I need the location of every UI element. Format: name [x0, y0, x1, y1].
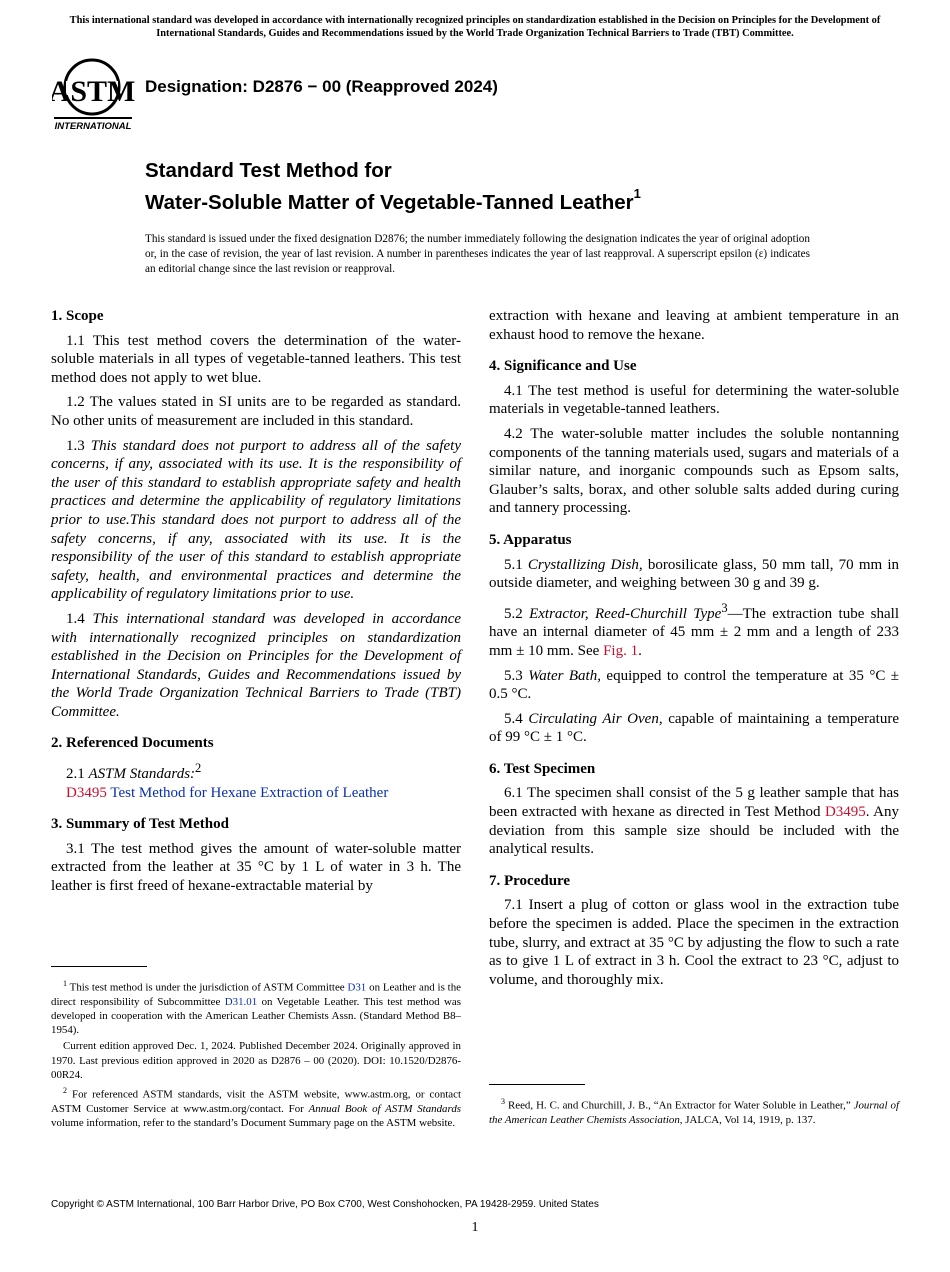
- ref-link-d3495[interactable]: D3495: [66, 784, 107, 801]
- paragraph-1-2: 1.2 The values stated in SI units are to be regarded as standard. No other units of measurement are included in this standard.: [51, 394, 461, 429]
- document-title: [145, 158, 641, 216]
- paragraph-5-3: 5.3 Water Bath, equipped to control the temperature at 35 °C ± 0.5 °C.: [489, 667, 900, 703]
- section-heading-summary: 3. Summary of Test Method: [51, 816, 229, 833]
- section-heading-apparatus: 5. Apparatus: [489, 531, 572, 548]
- referenced-document-entry: [51, 784, 461, 803]
- paragraph-1-4: 1.4 This international standard was developed in accordance with internationally recognized principles on standardization established in the Decision on Principles for the Development of International Standards, Guides and Recommendations issued by the World Trade Organization Technical Barriers to Trade (TBT) Committee.: [51, 610, 462, 720]
- footnote-2: $^2$ For referenced ASTM standards, visit the ASTM website, www.astm.org, or contact ASTM Customer Service at www.astm.org/contact. For Annual Book of ASTM Standards volume information, refer to the standard’s Document Summary page on the ASTM website.: [51, 1086, 462, 1130]
- paragraph-5-2: 5.2 Extractor, Reed-Churchill Type$^3$—The extraction tube shall have an internal diameter of 45 mm ± 2 mm and a length of 233 mm ± 10 mm. See Fig. 1.: [489, 600, 900, 659]
- footnote-1-edition: Current edition approved Dec. 1, 2024. Published December 2024. Originally approved in 1970. Last previous edition approved in 2020 as D2876 – 00 (2020). DOI: 10.1520/D2876-00R24.: [51, 1040, 461, 1081]
- page-number: 1: [471, 1220, 479, 1235]
- committee-d31-link[interactable]: D31: [347, 981, 367, 994]
- svg-text:INTERNATIONAL: INTERNATIONAL: [54, 121, 132, 132]
- section-heading-scope: 1. Scope: [51, 308, 104, 324]
- paragraph-3-1-continued: extraction with hexane and leaving at ambient temperature in an exhaust hood to remove the hexane.: [489, 308, 899, 343]
- d3495-link[interactable]: D3495: [824, 804, 866, 821]
- subcommittee-d31-01-link[interactable]: D31.01: [224, 995, 258, 1008]
- left-column: [51, 307, 461, 902]
- section-heading-referenced-documents: 2. Referenced Documents: [51, 735, 214, 752]
- paragraph-3-1: 3.1 The test method gives the amount of water-soluble matter extracted from the leather at 35 °C by 1 L of water in 3 h. The leather is first freed of hexane-extractable material by: [51, 840, 461, 895]
- footnote-1: $^1$ This test method is under the jurisdiction of ASTM Committee D31 on Leather and is the direct responsibility of Subcommittee D31.01 on Vegetable Leather. This test method was developed in cooperation with the American Leather Chemists Assn. (Standard Method B8–1954).: [51, 979, 461, 1037]
- fig-1-link[interactable]: Fig. 1: [603, 642, 639, 659]
- svg-text:ASTM: ASTM: [52, 75, 136, 108]
- footnotes-left: [51, 966, 461, 1132]
- title-line-1: Standard Test Method for: [145, 159, 392, 182]
- designation: Designation: D2876 − 00 (Reapproved 2024): [145, 77, 498, 96]
- footnote-divider: [489, 1084, 585, 1085]
- paragraph-4-1: 4.1 The test method is useful for determining the water-soluble materials in vegetable-tanned leathers.: [489, 382, 899, 418]
- paragraph-1-3: 1.3 This standard does not purport to address all of the safety concerns, if any, associated with its use. It is the responsibility of the user of this standard to establish appropriate safety and health practices and determine the applicability of regulatory limitations prior to use.This standard does not purport to address all of the safety concerns, if any, associated with its use. It is the responsibility of the user of this standard to establish appropriate safety, health, and environmental practices and determine the applicability of regulatory limitations prior to use.: [51, 437, 461, 603]
- paragraph-7-1: 7.1 Insert a plug of cotton or glass wool in the extraction tube before the specimen is added. Place the specimen in the extraction tube, slurry, and extract at 35 °C by adjusting the flow to such a rate as to give 1 L of extract in 3 h. Cool the extract to 23 °C, adjust to volume, and thoroughly mix.: [489, 897, 899, 988]
- section-heading-test-specimen: 6. Test Specimen: [489, 760, 596, 777]
- international-standard-note: This international standard was developed in accordance with internationally recognized principles on standardization established in the Decision on Principles for the Development of International Standards, Guides and Recommendations issued by the World Trade Organization Technical Barriers to Trade (TBT) Committee.: [69, 15, 881, 39]
- paragraph-6-1: 6.1 The specimen shall consist of the 5 g leather sample that has been extracted with hexane as directed in Test Method D3495. Any deviation from this sample size should be included with the analytical results.: [489, 785, 899, 858]
- title-line-2: Water-Soluble Matter of Vegetable-Tanned Leather$^1$: [145, 186, 641, 214]
- footnote-divider: [51, 966, 147, 967]
- ref-title-link[interactable]: Test Method for Hexane Extraction of Leather: [110, 784, 389, 801]
- section-heading-significance: 4. Significance and Use: [489, 358, 637, 375]
- paragraph-1-1: 1.1 This test method covers the determination of the water-soluble materials in all types of vegetable-tanned leathers. This test method does not apply to wet blue.: [51, 332, 461, 386]
- paragraph-2-1: 2.1 ASTM Standards:$^2$: [66, 761, 202, 783]
- title-footnote-marker: 1: [633, 186, 641, 201]
- paragraph-5-4: 5.4 Circulating Air Oven, capable of maintaining a temperature of 99 °C ± 1 °C.: [489, 710, 899, 746]
- footnotes-right: [489, 1084, 899, 1129]
- astm-logo: [52, 57, 136, 133]
- copyright-notice: Copyright © ASTM International, 100 Barr Harbor Drive, PO Box C700, West Conshohocken, PA 19428-2959. United States: [51, 1199, 599, 1210]
- section-heading-procedure: 7. Procedure: [489, 872, 571, 889]
- issued-note: This standard is issued under the fixed designation D2876; the number immediately following the designation indicates the year of original adoption or, in the case of revision, the year of last revision. A number in parentheses indicates the year of last reapproval. A superscript epsilon (ε) indicates an editorial change since the last revision or reapproval.: [145, 233, 810, 275]
- right-column: [489, 307, 899, 995]
- footnote-3: $^3$ Reed, H. C. and Churchill, J. B., “An Extractor for Water Soluble in Leather,” Journal of the American Leather Chemists Association, JALCA, Vol 14, 1919, p. 137.: [489, 1097, 899, 1126]
- paragraph-5-1: 5.1 Crystallizing Dish, borosilicate glass, 50 mm tall, 70 mm in outside diameter, and weighing between 30 g and 39 g.: [489, 556, 899, 592]
- paragraph-4-2: 4.2 The water-soluble matter includes the soluble nontanning components of the tanning materials used, sugars and materials of a similar nature, and inorganic compounds such as Epsom salts, Glauber’s salts, borax, and other soluble salts added during curing and tannery processing.: [489, 425, 899, 517]
